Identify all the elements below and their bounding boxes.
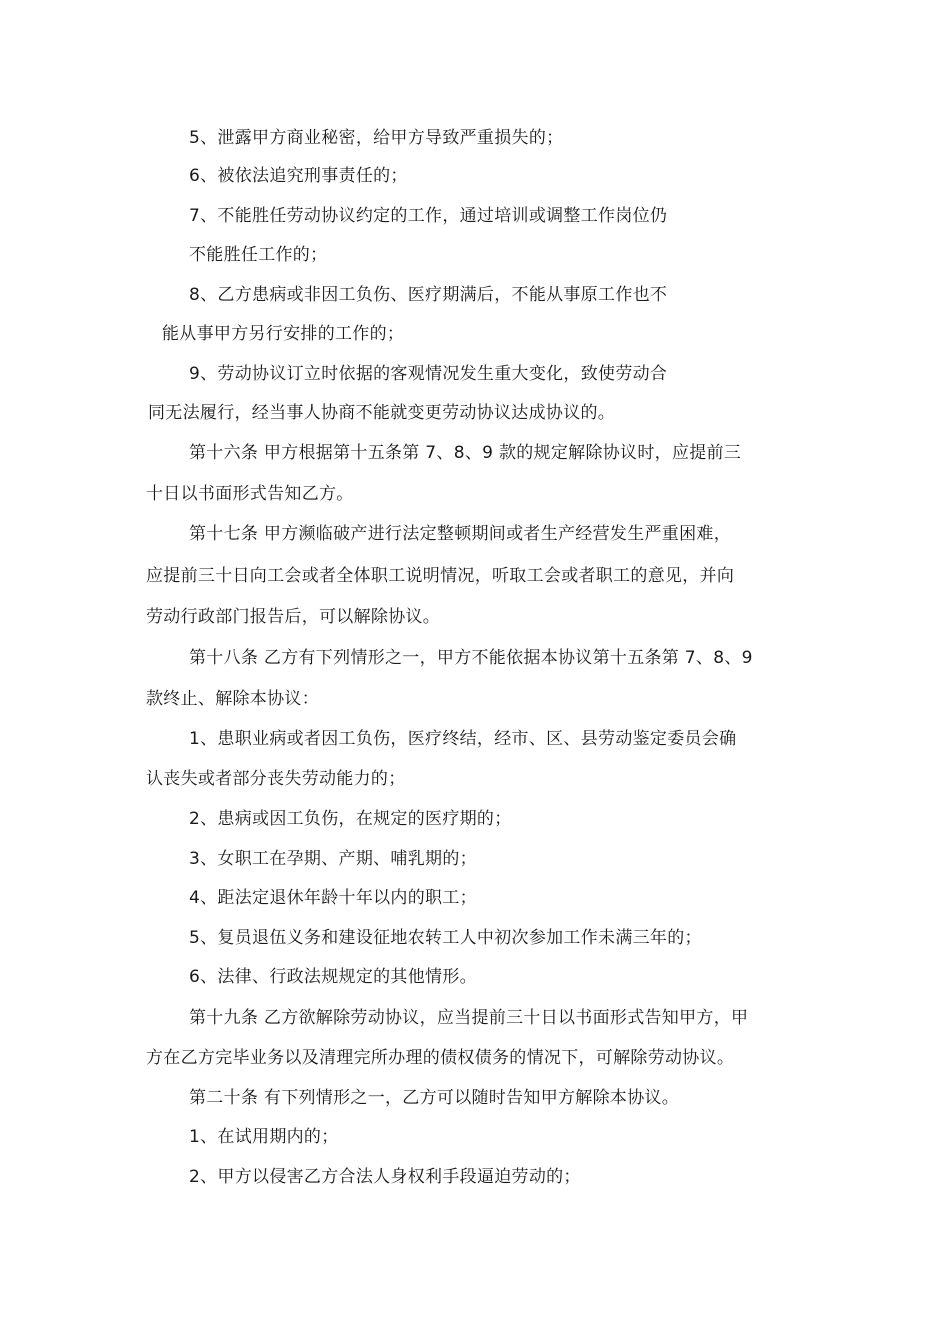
text-line: 1、在试用期内的； — [189, 1127, 339, 1147]
text-line: 第十九条 乙方欲解除劳动协议，应当提前三十日以书面形式告知甲方，甲 — [189, 1008, 749, 1028]
text-line: 款终止、解除本协议： — [146, 689, 319, 709]
text-line: 方在乙方完毕业务以及清理完所办理的债权债务的情况下，可解除劳动协议。 — [146, 1048, 735, 1068]
text-line: 第二十条 有下列情形之一，乙方可以随时告知甲方解除本协议。 — [189, 1088, 680, 1108]
text-line: 5、泄露甲方商业秘密，给甲方导致严重损失的； — [189, 128, 564, 148]
text-line: 不能胜任工作的； — [189, 245, 328, 265]
text-line: 劳动行政部门报告后，可以解除协议。 — [146, 607, 441, 627]
text-line: 2、甲方以侵害乙方合法人身权利手段逼迫劳动的； — [189, 1167, 581, 1187]
text-line: 7、不能胜任劳动协议约定的工作，通过培训或调整工作岗位仍 — [189, 206, 668, 226]
text-line: 能从事甲方另行安排的工作的； — [162, 324, 405, 344]
text-line: 9、劳动协议订立时依据的客观情况发生重大变化，致使劳动合 — [189, 364, 668, 384]
text-line: 5、复员退伍义务和建设征地农转工人中初次参加工作未满三年的； — [189, 928, 702, 948]
text-line: 6、被依法追究刑事责任的； — [189, 166, 408, 186]
text-line: 同无法履行，经当事人协商不能就变更劳动协议达成协议的。 — [148, 403, 616, 423]
text-line: 第十八条 乙方有下列情形之一，甲方不能依据本协议第十五条第 7、8、9 — [189, 648, 753, 668]
text-line: 8、乙方患病或非因工负伤、医疗期满后，不能从事原工作也不 — [189, 285, 668, 305]
text-line: 4、距法定退休年龄十年以内的职工； — [189, 888, 477, 908]
text-line: 十日以书面形式告知乙方。 — [146, 484, 354, 504]
text-line: 3、女职工在孕期、产期、哺乳期的； — [189, 849, 477, 869]
text-line: 第十六条 甲方根据第十五条第 7、8、9 款的规定解除协议时，应提前三 — [189, 443, 742, 463]
text-line: 应提前三十日向工会或者全体职工说明情况，听取工会或者职工的意见，并向 — [146, 566, 735, 586]
text-line: 2、患病或因工负伤，在规定的医疗期的； — [189, 809, 512, 829]
text-line: 认丧失或者部分丧失劳动能力的； — [146, 769, 406, 789]
text-line: 第十七条 甲方濒临破产进行法定整顿期间或者生产经营发生严重困难， — [189, 524, 732, 544]
text-line: 6、法律、行政法规规定的其他情形。 — [189, 967, 477, 987]
text-line: 1、患职业病或者因工负伤，医疗终结，经市、区、县劳动鉴定委员会确 — [189, 729, 737, 749]
